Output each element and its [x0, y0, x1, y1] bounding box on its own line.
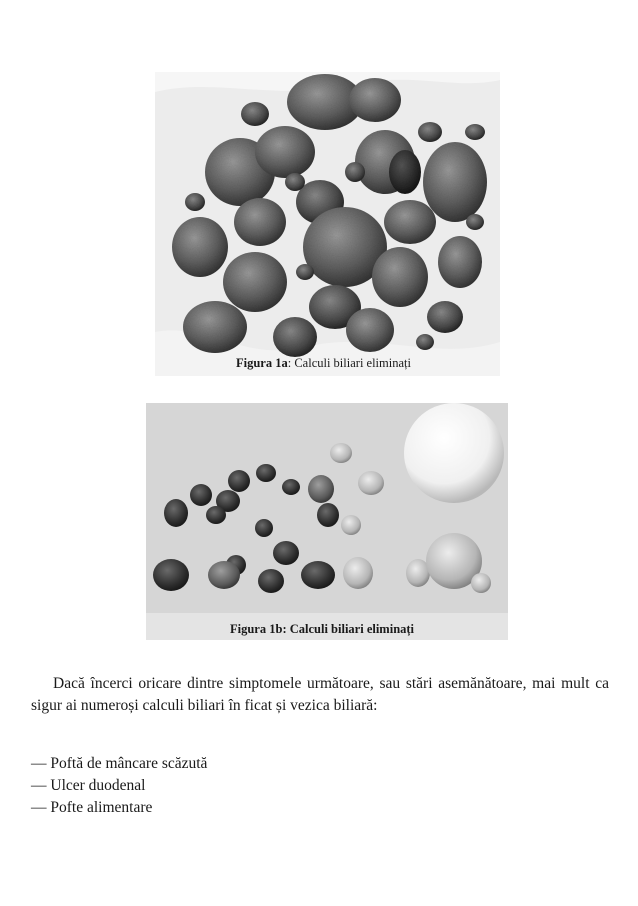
list-item: — Pofte alimentare: [31, 799, 153, 816]
figure-1a-photo: [155, 72, 500, 376]
figure-1a-caption-text: : Calculi biliari eliminați: [287, 356, 411, 370]
list-item: — Poftă de mâncare scăzută: [31, 755, 208, 772]
figure-1b-caption: [230, 622, 414, 637]
intro-paragraph: Dacă încerci oricare dintre simptomele următoare, sau stări asemănătoare, mai mult ca sigur ai numeroși calculi biliari în ficat și vezica biliară:: [31, 675, 609, 714]
list-item: — Ulcer duodenal: [31, 777, 146, 794]
figure-1b-caption-text: : Calculi biliari eliminați: [282, 622, 415, 636]
figure-1a-label: Figura 1a: [236, 356, 288, 370]
body-text: [31, 673, 609, 717]
figure-1b-photo: [146, 403, 508, 640]
figure-1a-caption: [236, 356, 411, 371]
figure-1b-label: Figura 1b: [230, 622, 283, 636]
symptom-list: [31, 753, 207, 819]
